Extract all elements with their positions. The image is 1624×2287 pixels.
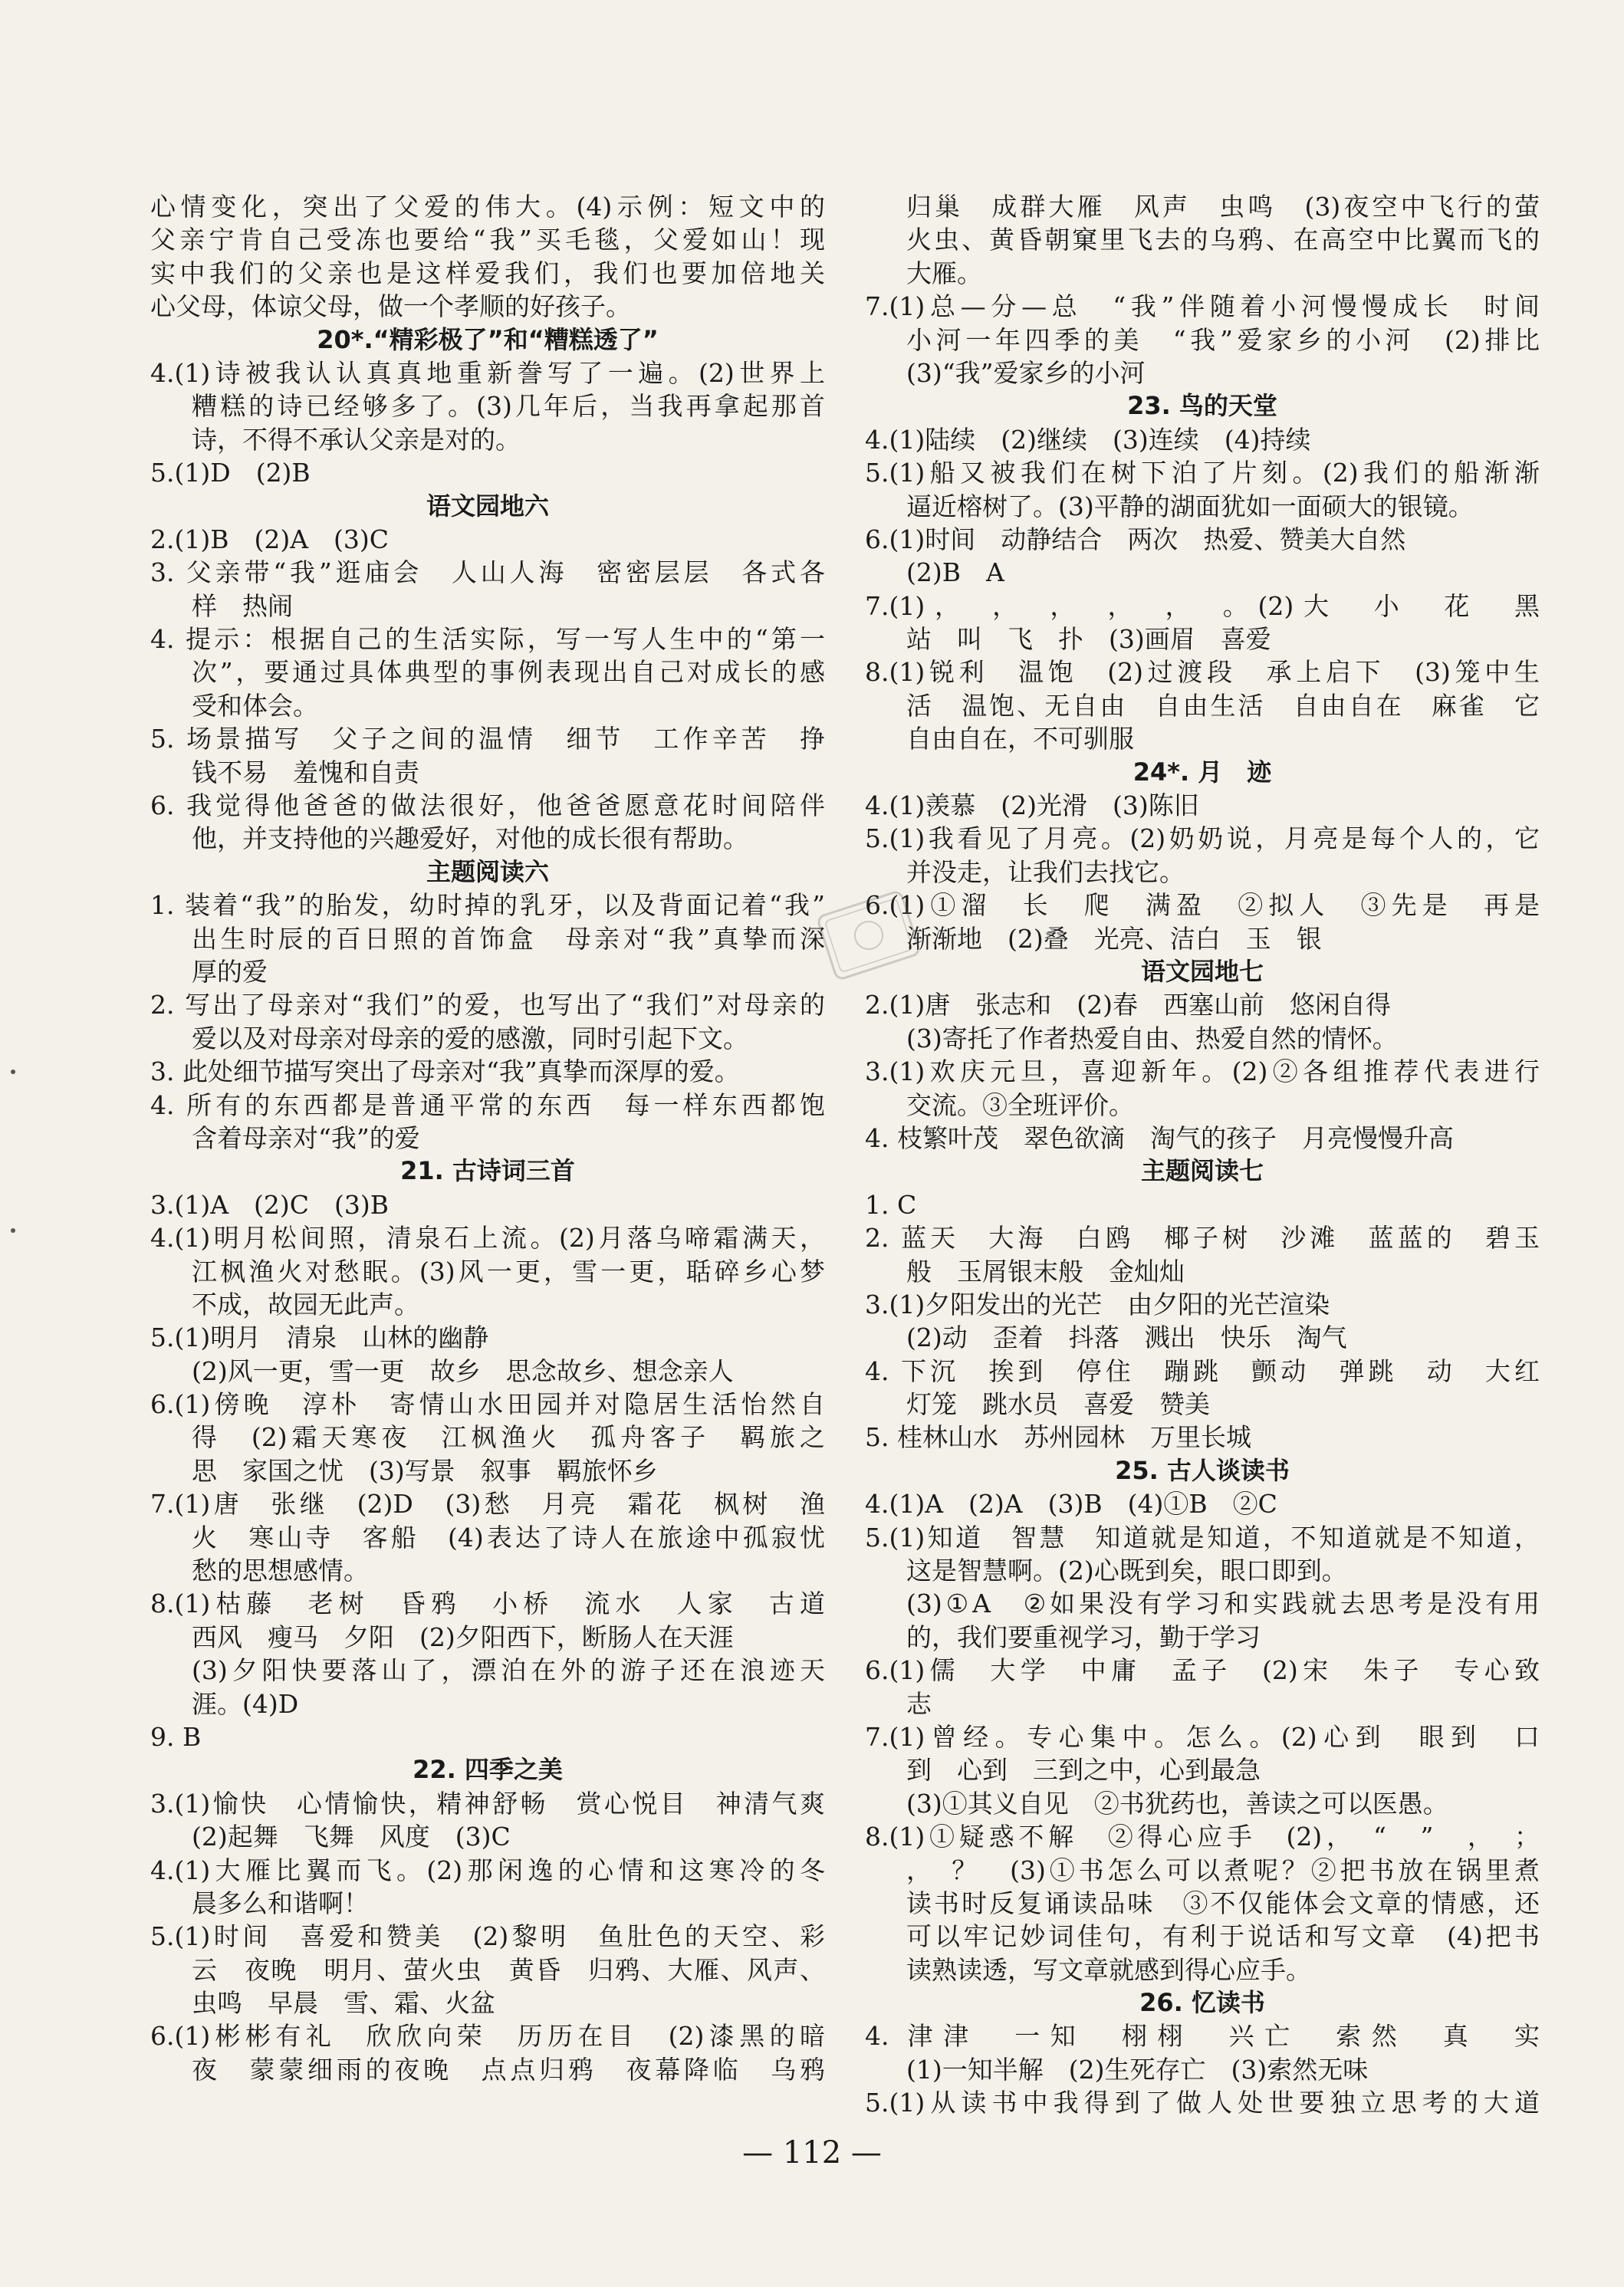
answer-line: 4. 提示：根据自己的生活实际，写一写人生中的“第一 [150,624,825,655]
answer-line: (3)寄托了作者热爱自由、热爱自然的情怀。 [906,1023,1398,1053]
answer-line: 钱不易 羞愧和自责 [192,757,419,787]
answer-line: 糟糕的诗已经够多了。(3)几年后，当我再拿起那首 [192,391,825,422]
answer-line: 5.(1)我看见了月亮。(2)奶奶说，月亮是每个人的，它 [865,823,1540,854]
answer-line: 火 寒山寺 客船 (4)表达了诗人在旅途中孤寂忧 [192,1522,825,1553]
answer-line: 心父母，体谅父母，做一个孝顺的好孩子。 [150,291,631,322]
answer-line: 这是智慧啊。(2)心既到矣，眼口即到。 [906,1556,1347,1586]
left-column [150,190,825,2086]
answer-line: 小河一年四季的美 “我”爱家乡的小河 (2)排比 [906,324,1540,355]
answer-line: 5. 场景描写 父子之间的温情 细节 工作辛苦 挣 [150,724,825,754]
answer-line: 4. 枝繁叶茂 翠色欲滴 淘气的孩子 月亮慢慢升高 [865,1122,1454,1153]
answer-line: 5.(1)明月 清泉 山林的幽静 [150,1323,489,1353]
answer-line: 晨多么和谐啊！ [192,1888,369,1918]
section-heading: 20*.“精彩极了”和“糟糕透了” [317,324,659,354]
section-heading: 21. 古诗词三首 [400,1156,575,1186]
answer-line: 读书时反复诵读品味 ③不仅能体会文章的情感，还 [906,1888,1540,1918]
answer-line: 7.(1)唐 张继 (2)D (3)愁 月亮 霜花 枫树 渔 [150,1489,825,1520]
answer-line: (2)动 歪着 抖落 溅出 快乐 淘气 [906,1323,1347,1353]
answer-line: 3.(1)欢庆元旦，喜迎新年。(2)②各组推荐代表进行 [865,1056,1540,1087]
answer-line: 厚的爱 [192,956,268,987]
answer-line: 火虫、黄昏朝窠里飞去的乌鸦、在高空中比翼而飞的 [906,225,1540,255]
answer-line: (3)“我”爱家乡的小河 [906,357,1146,388]
answer-line: (3)夕阳快要落山了，漂泊在外的游子还在浪迹天 [192,1655,825,1686]
answer-line: 夜 蒙蒙细雨的夜晚 点点归鸦 夜幕降临 乌鸦 [192,2054,825,2085]
answer-line: 云 夜晚 明月、萤火虫 黄昏 归鸦、大雁、风声、 [192,1954,825,1985]
answer-line: 活 温饱、无自由 自由生活 自由自在 麻雀 它 [906,690,1540,721]
answer-line: 出生时辰的百日照的首饰盒 母亲对“我”真挚而深 [192,923,825,954]
answer-line: 5.(1)知道 智慧 知道就是知道，不知道就是不知道， [865,1522,1540,1553]
answer-line: 含着母亲对“我”的爱 [192,1122,420,1153]
answer-line: (3)①其义自见 ②书犹药也，善读之可以医愚。 [906,1788,1448,1819]
answer-line: 父亲宁肯自己受冻也要给“我”买毛毯，父爱如山！现 [150,225,825,255]
answer-line: 并没走，让我们去找它。 [906,856,1185,887]
answer-line: (3)①A ②如果没有学习和实践就去思考是没有用 [906,1589,1540,1619]
section-heading: 25. 古人谈读书 [1115,1455,1290,1485]
answer-line: 8.(1)①疑惑不解 ②得心应手 (2)， “ ” ， ； [865,1822,1540,1852]
right-column [865,190,1540,2120]
section-heading: 语文园地七 [1140,956,1264,986]
answer-line: 诗，不得不承认父亲是对的。 [192,424,521,455]
answer-line: 6. 我觉得他爸爸的做法很好，他爸爸愿意花时间陪伴 [150,790,825,821]
answer-line: (1)一知半解 (2)生死存亡 (3)索然无味 [906,2054,1369,2085]
section-heading: 24*. 月 迹 [1133,757,1272,787]
answer-line: 志 [906,1688,932,1719]
answer-line: 5. 桂林山水 苏州园林 万里长城 [865,1422,1251,1453]
answer-line: 站 叫 飞 扑 (3)画眉 喜爱 [906,624,1271,655]
section-heading: 主题阅读六 [426,856,549,886]
answer-line: 2.(1)唐 张志和 (2)春 西塞山前 悠闲自得 [865,990,1391,1020]
answer-line: 可以牢记妙词佳句，有利于说话和写文章 (4)把书 [906,1921,1540,1952]
answer-line: 5.(1)船又被我们在树下泊了片刻。(2)我们的船渐渐 [865,458,1540,488]
section-heading: 语文园地六 [426,491,549,521]
answer-line: 6.(1)彬彬有礼 欣欣向荣 历历在目 (2)漆黑的暗 [150,2021,825,2052]
answer-line: 5.(1)时间 喜爱和赞美 (2)黎明 鱼肚色的天空、彩 [150,1921,825,1952]
answer-line: 9. B [150,1721,202,1752]
section-heading: 主题阅读七 [1140,1156,1264,1186]
answer-line: 3.(1)愉快 心情愉快，精神舒畅 赏心悦目 神清气爽 [150,1788,825,1819]
answer-line: 3. 父亲带“我”逛庙会 人山人海 密密层层 各式各 [150,557,825,588]
answer-line: 6.(1)时间 动静结合 两次 热爱、赞美大自然 [865,524,1406,554]
binding-dot [11,1070,15,1074]
answer-line: (2)风一更，雪一更 故乡 思念故乡、想念亲人 [192,1355,734,1386]
answer-line: 受和体会。 [192,690,318,721]
answer-line: ， ？ (3)①书怎么可以煮呢？②把书放在锅里煮 [906,1855,1540,1885]
answer-line: 4.(1)羡慕 (2)光滑 (3)陈旧 [865,790,1199,821]
answer-line: 不成，故园无此声。 [192,1289,419,1319]
answer-line: 6.(1)儒 大学 中庸 孟子 (2)宋 朱子 专心致 [865,1655,1540,1686]
answer-line: 他，并支持他的兴趣爱好，对他的成长很有帮助。 [192,823,748,854]
answer-line: 5.(1)D (2)B [150,458,311,488]
answer-line: 西风 瘦马 夕阳 (2)夕阳西下，断肠人在天涯 [192,1622,734,1652]
answer-line: 8.(1)枯藤 老树 昏鸦 小桥 流水 人家 古道 [150,1589,825,1619]
answer-line: 大雁。 [906,258,982,288]
answer-line: 归巢 成群大雁 风声 虫鸣 (3)夜空中飞行的萤 [906,192,1540,222]
answer-line: 自由自在，不可驯服 [906,724,1134,754]
answer-line: 的，我们要重视学习，勤于学习 [906,1622,1261,1652]
answer-line: 次”，要通过具体典型的事例表现出自己对成长的感 [192,657,825,688]
answer-line: 7.(1)， ， ， ， ， 。(2)大 小 花 黑 [865,590,1540,621]
binding-dot [11,1228,15,1233]
answer-line: 2. 写出了母亲对“我们”的爱，也写出了“我们”对母亲的 [150,990,825,1020]
answer-line: 读熟读透，写文章就感到得心应手。 [906,1954,1311,1985]
stamp-watermark [811,886,926,985]
answer-line: 4.(1)诗被我认认真真地重新誊写了一遍。(2)世界上 [150,357,825,388]
answer-line: 2. 蓝天 大海 白鸥 椰子树 沙滩 蓝蓝的 碧玉 [865,1223,1540,1254]
answer-line: 爱以及对母亲对母亲的爱的感激，同时引起下文。 [192,1023,748,1053]
answer-line: 愁的思想感情。 [192,1556,369,1586]
answer-line: 逼近榕树了。(3)平静的湖面犹如一面硕大的银镜。 [906,491,1474,521]
answer-line: 6.(1)傍晚 淳朴 寄情山水田园并对隐居生活怡然自 [150,1389,825,1420]
answer-line: 虫鸣 早晨 雪、霜、火盆 [192,1988,495,2019]
answer-line: 般 玉屑银末般 金灿灿 [906,1256,1185,1286]
answer-line: 1. C [865,1189,917,1220]
answer-line: 4. 津津 一知 栩栩 兴亡 索然 真 实 [865,2021,1540,2052]
answer-line: 得 (2)霜天寒夜 江枫渔火 孤舟客子 羁旅之 [192,1422,825,1453]
answer-line: 涯。(4)D [192,1688,299,1719]
answer-line: 心情变化，突出了父爱的伟大。(4)示例：短文中的 [150,192,825,222]
answer-line: 7.(1)曾经。专心集中。怎么。(2)心到 眼到 口 [865,1721,1540,1752]
answer-line: 渐渐地 (2)叠 光亮、洁白 玉 银 [906,923,1322,954]
answer-line: (2)起舞 飞舞 风度 (3)C [192,1822,511,1852]
answer-line: 3.(1)夕阳发出的光芒 由夕阳的光芒渲染 [865,1289,1330,1319]
answer-line: 7.(1)总—分—总 “我”伴随着小河慢慢成长 时间 [865,291,1540,322]
answer-line: 4. 所有的东西都是普通平常的东西 每一样东西都饱 [150,1089,825,1120]
answer-line: 交流。③全班评价。 [906,1089,1134,1120]
answer-line: 1. 装着“我”的胎发，幼时掉的乳牙，以及背面记着“我” [150,890,825,921]
answer-line: 4.(1)A (2)A (3)B (4)①B ②C [865,1489,1277,1520]
answer-line: 样 热闹 [192,590,293,621]
answer-line: 到 心到 三到之中，心到最急 [906,1755,1261,1786]
page-number: — 112 — [742,2135,882,2170]
answer-line: 4.(1)大雁比翼而飞。(2)那闲逸的心情和这寒冷的冬 [150,1855,825,1885]
answer-line: 江枫渔火对愁眠。(3)风一更，雪一更，聒碎乡心梦 [192,1256,825,1286]
section-heading: 23. 鸟的天堂 [1127,391,1277,421]
answer-line: 灯笼 跳水员 喜爱 赞美 [906,1389,1210,1420]
answer-line: 8.(1)锐利 温饱 (2)过渡段 承上启下 (3)笼中生 [865,657,1540,688]
answer-line: (2)B A [906,557,1004,588]
answer-line: 4.(1)明月松间照，清泉石上流。(2)月落乌啼霜满天， [150,1223,825,1254]
answer-line: 实中我们的父亲也是这样爱我们，我们也要加倍地关 [150,258,825,288]
answer-line: 2.(1)B (2)A (3)C [150,524,390,554]
answer-line: 思 家国之忧 (3)写景 叙事 羁旅怀乡 [192,1455,658,1486]
answer-line: 4.(1)陆续 (2)继续 (3)连续 (4)持续 [865,424,1311,455]
answer-line: 6.(1)①溜 长 爬 满盈 ②拟人 ③先是 再是 [865,890,1540,921]
answer-line: 3.(1)A (2)C (3)B [150,1189,390,1220]
section-heading: 26. 忆读书 [1139,1988,1265,2018]
answer-line: 5.(1)从读书中我得到了做人处世要独立思考的大道 [865,2088,1540,2118]
section-heading: 22. 四季之美 [413,1755,563,1785]
answer-line: 3. 此处细节描写突出了母亲对“我”真挚而深厚的爱。 [150,1056,740,1087]
answer-line: 4. 下沉 挨到 停住 蹦跳 颤动 弹跳 动 大红 [865,1355,1540,1386]
